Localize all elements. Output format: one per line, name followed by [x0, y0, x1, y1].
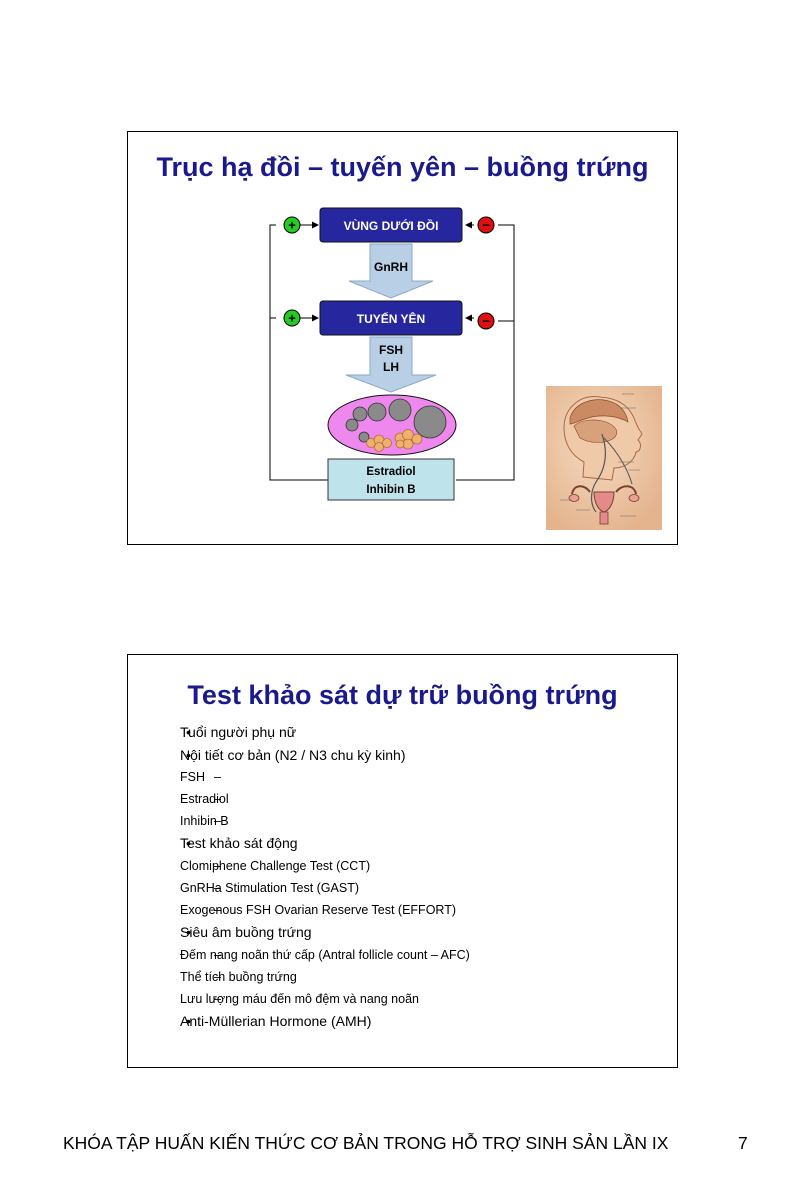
bullet-list: [180, 721, 670, 1033]
list-item: – Clomiphene Challenge Test (CCT): [180, 855, 670, 877]
list-item: – Exogenous FSH Ovarian Reserve Test (EFFORT): [180, 899, 670, 921]
list-item: – FSH: [180, 766, 670, 788]
list-item: • Tuổi người phụ nữ: [180, 721, 670, 744]
svg-text:GnRH: GnRH: [374, 260, 408, 274]
gnrh-arrow: [349, 244, 433, 298]
list-item: • Siêu âm buồng trứng: [180, 921, 670, 944]
minus-icon: [478, 313, 494, 329]
list-item: • Nội tiết cơ bản (N2 / N3 chu kỳ kinh): [180, 744, 670, 767]
svg-text:VÙNG DƯỚI ĐỒI: VÙNG DƯỚI ĐỒI: [343, 219, 439, 233]
anatomy-illustration: [546, 386, 662, 530]
svg-text:+: +: [288, 217, 296, 233]
page-number: 7: [738, 1133, 748, 1153]
list-item: • Test khảo sát động: [180, 832, 670, 855]
hypothalamus-box: [320, 208, 462, 242]
slide-title: Test khảo sát dự trữ buồng trứng: [187, 680, 618, 710]
footer-text: KHÓA TẬP HUẤN KIẾN THỨC CƠ BẢN TRONG HỖ TRỢ SINH SẢN LẦN IX: [63, 1133, 669, 1153]
list-item: • Anti-Müllerian Hormone (AMH): [180, 1010, 670, 1033]
ovary-illustration: [328, 395, 456, 455]
hpo-axis-diagram: [128, 132, 679, 546]
slide-ovarian-reserve-tests: [127, 654, 678, 1068]
minus-icon: [478, 217, 494, 233]
feedback-loop-left: [270, 225, 328, 480]
feedback-loop-right: [456, 225, 514, 480]
list-item: – GnRHa Stimulation Test (GAST): [180, 877, 670, 899]
plus-icon: [284, 217, 300, 233]
feedback-hormone-box: [328, 459, 454, 500]
list-item: – Đếm nang noãn thứ cấp (Antral follicle count – AFC): [180, 944, 670, 966]
fsh-lh-arrow: [346, 337, 436, 392]
svg-text:−: −: [482, 217, 490, 233]
svg-text:Inhibin B: Inhibin B: [366, 484, 416, 496]
plus-icon: [284, 310, 300, 326]
svg-text:−: −: [482, 313, 490, 329]
list-item: – Thể tích buồng trứng: [180, 966, 670, 988]
svg-text:FSH: FSH: [379, 343, 403, 357]
svg-text:Estradiol: Estradiol: [366, 466, 416, 478]
svg-text:+: +: [288, 310, 296, 326]
slide-title: Trục hạ đồi – tuyến yên – buồng trứng: [156, 152, 649, 182]
list-item: – Estradiol: [180, 788, 670, 810]
pituitary-box: [320, 301, 462, 335]
list-item: – Lưu lượng máu đến mô đệm và nang noãn: [180, 988, 670, 1010]
svg-text:LH: LH: [383, 360, 399, 374]
svg-text:TUYẾN YÊN: TUYẾN YÊN: [356, 312, 426, 326]
list-item: – Inhibin B: [180, 810, 670, 832]
slide-hpo-axis: [127, 131, 678, 545]
